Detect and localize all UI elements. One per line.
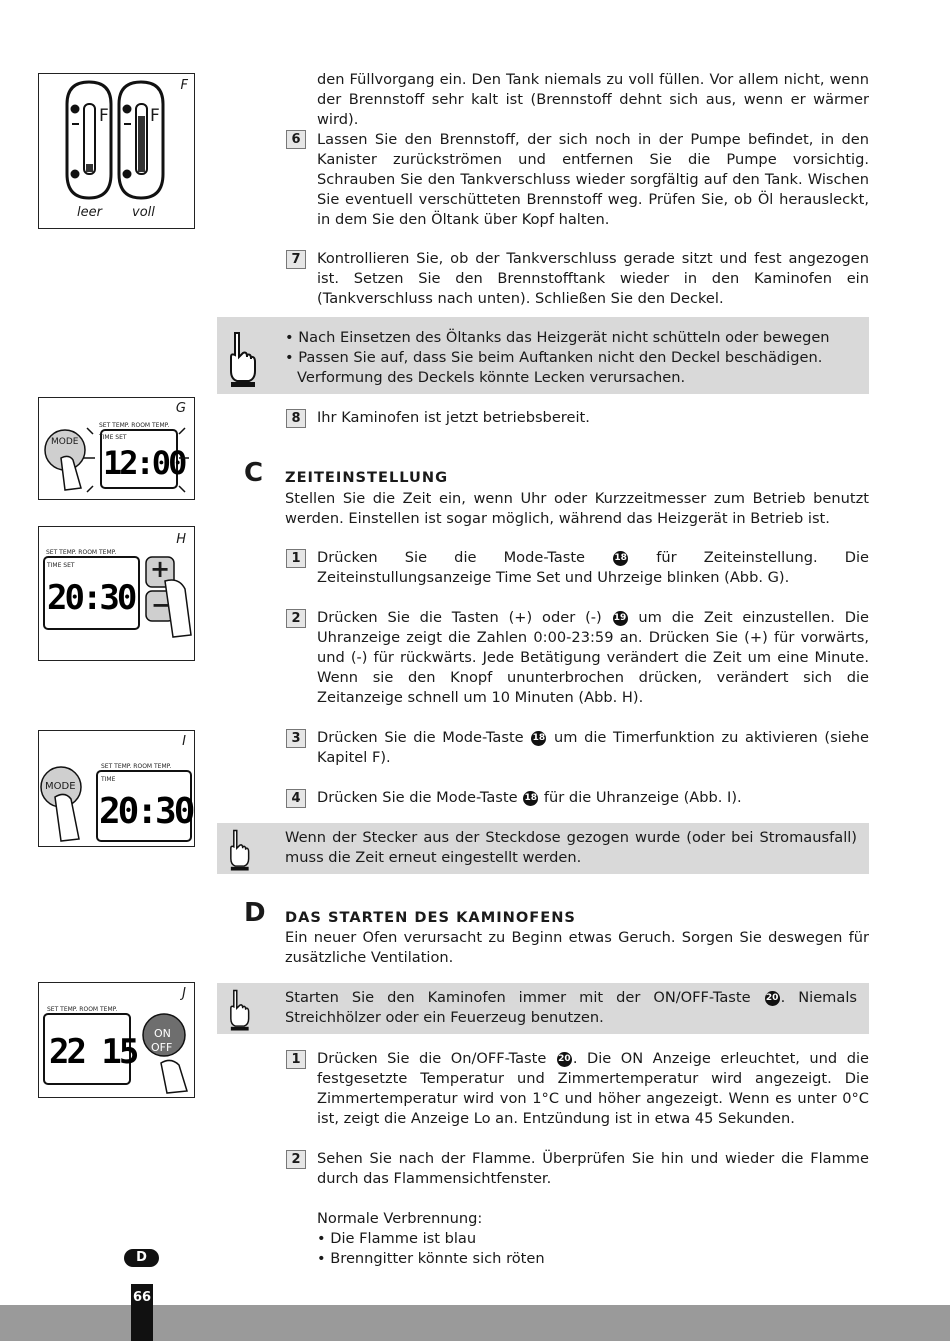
note-line: Verformung des Deckels könnte Lecken verursachen. (297, 369, 686, 386)
step-text: Drücken Sie die On/OFF-Taste 20 . Die ON Anzeige erleuchtet, und die festgesetzte Temperatur und Zimmertemperatur wird angezeigt. Die Zimmertemperatur wird von 1°C und höher angezeigt. Wenn es unter 0°C ist, zeigt die Anzeige Lo an. Entzündung ist in etwa 45 Sekunden. (317, 1050, 869, 1127)
reference-number: 18 (613, 551, 628, 566)
pointing-hand-icon (225, 986, 253, 1032)
lcd-time: 20:30 (99, 791, 193, 832)
step-text: Ihr Kaminofen ist jetzt betriebsbereit. (317, 409, 590, 426)
note-text: Wenn der Stecker aus der Steckdose gezogen wurde (oder bei Stromausfall) muss die Zeit erneut eingestellt werden. (285, 829, 857, 866)
lcd-sub: TIME SET (99, 434, 127, 441)
step-number: 1 (286, 1050, 306, 1069)
step-number: 3 (286, 729, 306, 748)
off-button-label: OFF (151, 1041, 173, 1054)
step-number: 1 (286, 549, 306, 568)
reference-number: 19 (613, 611, 628, 626)
lcd-illustration (39, 398, 194, 498)
step-number: 4 (286, 789, 306, 808)
step-text: Drücken Sie die Tasten (+) oder (-) 19 um die Zeit einzustellen. Die Uhranzeige zeigt die Zahlen 0:00-23:59 an. Drücken Sie (+) für vorwärts, und (-) für rückwärts. Jede Betätigung verändert die Zeit um eine Minute. Wenn sie den Knopf ununterbrochen drücken, verändert sich die Zeitanzeige schnell um 10 Minuten (Abb. H). (317, 609, 870, 706)
figure-g (38, 397, 195, 500)
page-number: 66 (131, 1284, 153, 1341)
intro-paragraph: den Füllvorgang ein. Den Tank niemals zu voll füllen. Vor allem nicht, wenn der Brennstoff sehr kalt ist (Brennstoff dehnt sich aus, wenn er wärmer wird). (317, 71, 869, 128)
minus-button-label: − (151, 591, 172, 619)
lcd-sub: TIME (101, 776, 116, 783)
step-number: 7 (286, 250, 306, 269)
figure-letter: H (176, 532, 186, 547)
figure-h (38, 526, 195, 661)
step-number: 2 (286, 609, 306, 628)
lcd-temp: 22 15 (49, 1032, 137, 1072)
lcd-sub: TIME SET (47, 562, 75, 569)
reference-number: 20 (557, 1052, 572, 1067)
section-letter: D (244, 898, 266, 928)
section-title: DAS STARTEN DES KAMINOFENS (285, 909, 576, 926)
gauge-left-mark: F (99, 106, 109, 126)
lcd-header: SET TEMP. ROOM TEMP. (99, 422, 170, 429)
step-text: Drücken Sie die Mode-Taste 18 für Zeiteinstellung. Die Zeiteinstullungsanzeige Time Set und Uhrzeige blinken (Abb. G). (317, 549, 869, 586)
step-text: Lassen Sie den Brennstoff, der sich noch in der Pumpe befindet, in den Kanister zurückströmen und entfernen Sie die Pumpe vorsichtig. Schrauben Sie den Tankverschluss wieder sorgfältig auf den Tank. Wischen Sie eventuell verschütteten Brennstoff weg. Prüfen Sie, ob Öl herausleckt, in dem Sie den Öltank über Kopf halten. (317, 131, 869, 228)
section-letter: C (244, 458, 264, 488)
step-text: Drücken Sie die Mode-Taste 18 für die Uhranzeige (Abb. I). (317, 789, 742, 806)
step-number: 2 (286, 1150, 306, 1169)
step-text: Kontrollieren Sie, ob der Tankverschluss gerade sitzt und fest angezogen ist. Setzen Sie den Brennstofftank wieder in den Kaminofen ein (Tankverschluss nach unten). Schließen Sie den Deckel. (317, 250, 869, 307)
reference-number: 20 (765, 991, 780, 1006)
reference-number: 18 (531, 731, 546, 746)
section-intro: Stellen Sie die Zeit ein, wenn Uhr oder Kurzzeitmesser zum Betrieb benutzt werden. Einstellen ist sogar möglich, während das Heizgerät in Betrieb ist. (285, 490, 869, 527)
section-intro: Ein neuer Ofen verursacht zu Beginn etwas Geruch. Sorgen Sie deswegen für zusätzliche Ventilation. (285, 929, 869, 966)
lcd-header: SET TEMP. ROOM TEMP. (47, 1006, 118, 1013)
reference-number: 18 (523, 791, 538, 806)
pointing-hand-icon (225, 327, 259, 389)
mode-button-label: MODE (51, 437, 79, 447)
fuel-gauge-illustration (39, 74, 194, 224)
lcd-time: 20:30 (47, 578, 135, 618)
figure-i (38, 730, 195, 847)
bullet-item: • Die Flamme ist blau (317, 1230, 477, 1247)
figure-letter: J (182, 986, 186, 1001)
note-box (217, 983, 869, 1034)
step-text: Sehen Sie nach der Flamme. Überprüfen Sie hin und wieder die Flamme durch das Flammensichtfenster. (317, 1150, 869, 1187)
note-line: • Nach Einsetzen des Öltanks das Heizgerät nicht schütteln oder bewegen (285, 329, 830, 346)
note-box (217, 317, 869, 394)
lcd-header: SET TEMP. ROOM TEMP. (101, 763, 172, 770)
plus-button-label: + (150, 555, 171, 583)
pointing-hand-icon (225, 826, 253, 872)
note-line: • Passen Sie auf, dass Sie beim Auftanken nicht den Deckel beschädigen. (285, 349, 823, 366)
figure-j (38, 982, 195, 1098)
step-text: Drücken Sie die Mode-Taste 18 um die Timerfunktion zu aktivieren (siehe Kapitel F). (317, 729, 869, 766)
full-label: voll (132, 205, 155, 220)
mode-button-label: MODE (45, 781, 76, 792)
note-text: Starten Sie den Kaminofen immer mit der ON/OFF-Taste 20 . Niemals Streichhölzer oder ein Feuerzeug benutzen. (285, 989, 857, 1026)
language-badge: D (124, 1249, 159, 1267)
lcd-time: 12:00 (103, 444, 185, 482)
step-number: 6 (286, 130, 306, 149)
figure-letter: G (175, 401, 186, 416)
figure-letter: I (182, 734, 186, 749)
empty-label: leer (77, 205, 102, 220)
gauge-right-mark: F (150, 106, 160, 126)
step-number: 8 (286, 409, 306, 428)
normal-combustion-title: Normale Verbrennung: (317, 1210, 483, 1227)
figure-f (38, 73, 195, 229)
gauge-empty (67, 82, 111, 198)
bullet-item: • Brenngitter könnte sich röten (317, 1250, 545, 1267)
lcd-header: SET TEMP. ROOM TEMP. (46, 549, 117, 556)
figure-letter: F (180, 78, 188, 93)
note-box (217, 823, 869, 874)
on-button-label: ON (154, 1027, 171, 1040)
section-title: ZEITEINSTELLUNG (285, 469, 449, 486)
